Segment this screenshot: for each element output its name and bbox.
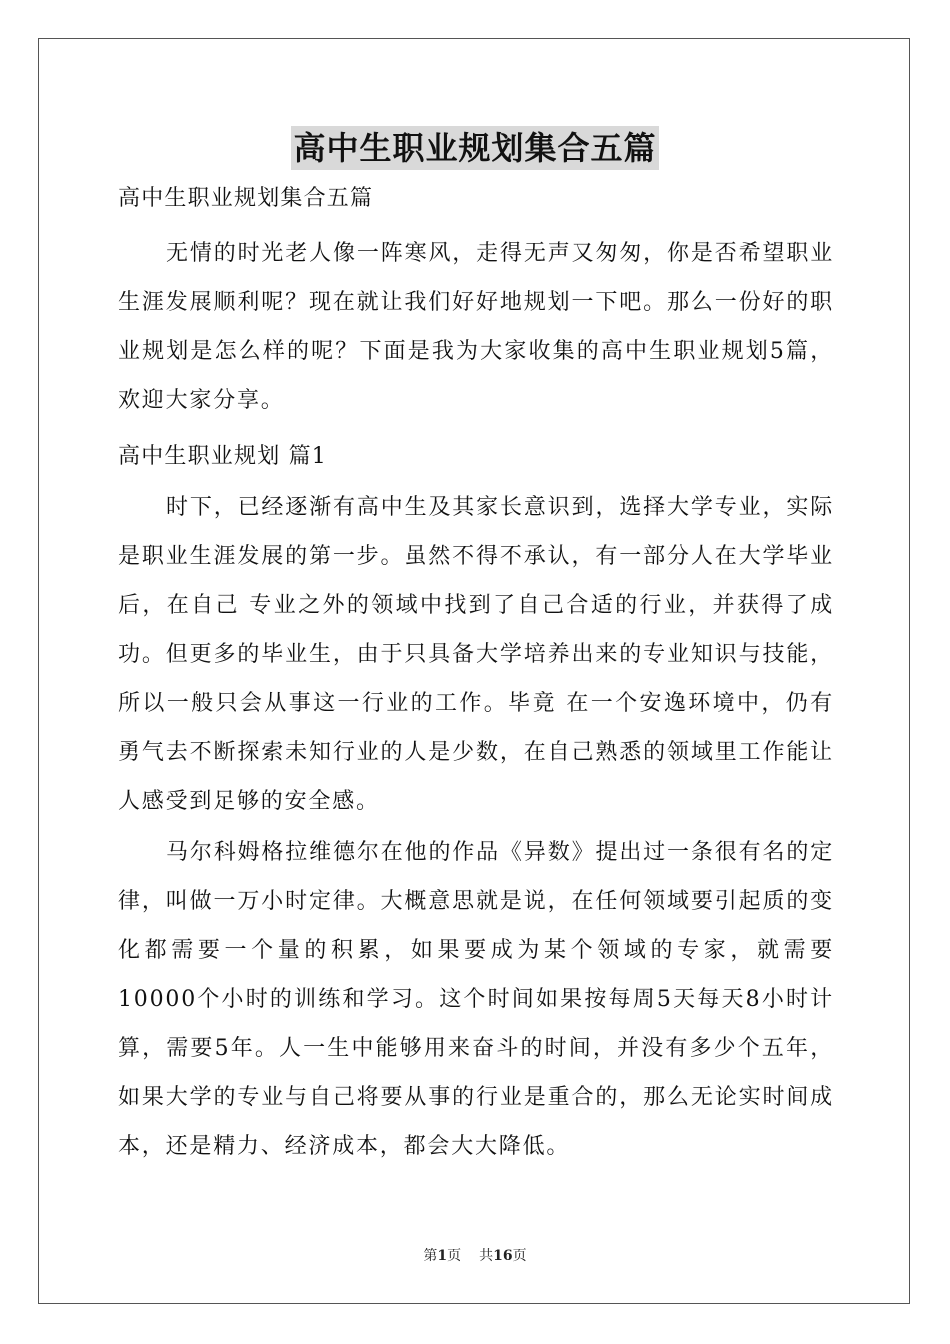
page-footer — [0, 1246, 950, 1266]
page-prefix: 第 — [423, 1248, 438, 1264]
total-pages: 16 — [493, 1248, 513, 1264]
intro-paragraph: 无情的时光老人像一阵寒风，走得无声又匆匆，你是否希望职业生涯发展顺利呢？现在就让我们好好地规划一下吧。那么一份好的职业规划是怎么样的呢？下面是我为大家收集的高中生职业规划5篇，欢迎大家分享。 — [118, 241, 834, 413]
total-suffix: 页 — [512, 1248, 527, 1264]
document-subtitle: 高中生职业规划集合五篇 — [118, 186, 374, 211]
body-paragraph-1: 时下，已经逐渐有高中生及其家长意识到，选择大学专业，实际是职业生涯发展的第一步。虽然不得不承认，有一部分人在大学毕业后，在自己 专业之外的领域中找到了自己合适的行业，并获得了成功。但更多的毕业生，由于只具备大学培养出来的专业知识与技能，所以一般只会从事这一行业的工作。毕竟 在一个安逸环境中，仍有勇气去不断探索未知行业的人是少数，在自己熟悉的领域里工作能让人感受到足够的安全感。 — [118, 495, 834, 814]
document-title: 高中生职业规划集合五篇 — [291, 126, 658, 170]
total-prefix: 共 — [479, 1248, 494, 1264]
document-body — [118, 180, 834, 1171]
body-paragraph-2: 马尔科姆格拉维德尔在他的作品《异数》提出过一条很有名的定律，叫做一万小时定律。大概意思就是说，在任何领域要引起质的变化都需要一个量的积累，如果要成为某个领域的专家，就需要10000个小时的训练和学习。这个时间如果按每周5天每天8小时计算，需要5年。人一生中能够用来奋斗的时间，并没有多少个五年，如果大学的专业与自己将要从事的行业是重合的，那么无论实时间成本，还是精力、经济成本，都会大大降低。 — [118, 840, 834, 1159]
page-number: 1 — [437, 1248, 448, 1264]
page-suffix: 页 — [447, 1248, 462, 1264]
section-heading: 高中生职业规划 篇1 — [118, 444, 327, 469]
title-wrap — [0, 126, 950, 170]
